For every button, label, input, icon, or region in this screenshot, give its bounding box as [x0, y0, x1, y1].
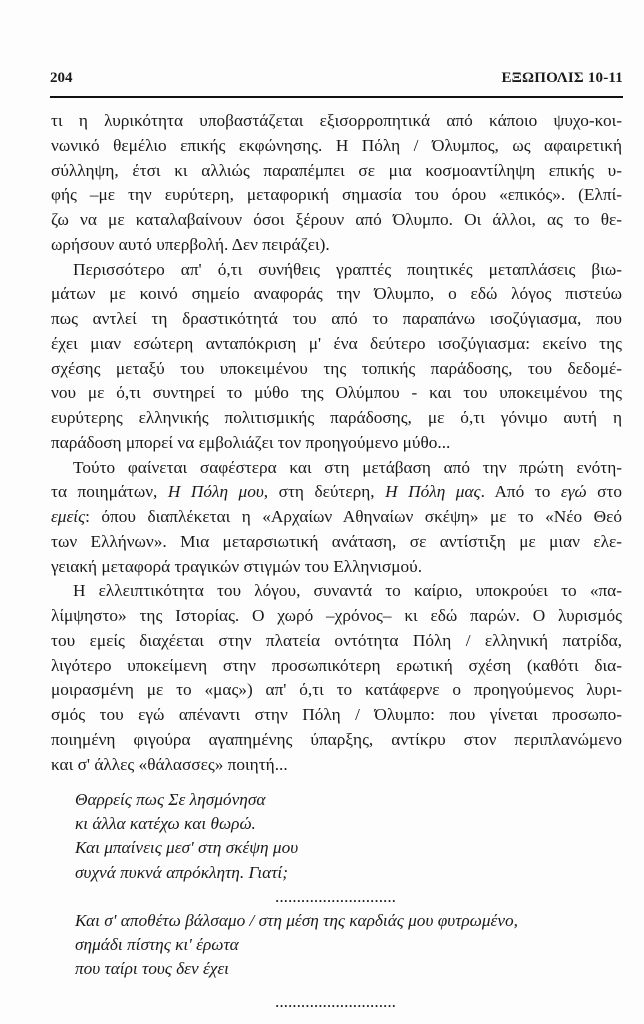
- text-line: ευρύτερης ελληνικής πολιτισμικής παράδοσης, με ό,τι γόνιμο αυτή η: [51, 408, 622, 427]
- text-line: παράδοση μπορεί να εμβολιάζει τον προηγούμενο μύθο...: [51, 432, 451, 452]
- text-line: ζω να με καταλαβαίνουν όσοι ξέρουν από Όλυμπο. Οι άλλοι, ας το θε-: [51, 210, 622, 229]
- text-line: των Ελλήνων». Μια μεταρσιωτική ανάταση, σε αντίστιξη με μιαν ελε-: [51, 531, 622, 551]
- poem-line: σημάδι πίστης κι' έρωτα: [75, 935, 239, 955]
- text-line: Περισσότερο απ' ό,τι συνήθεις γραπτές ποιητικές μεταπλάσεις βιω-: [73, 259, 622, 279]
- text-line: Η ελλειπτικότητα του λόγου, συναντά το καίριο, υποκρούει το «πα-: [73, 581, 622, 601]
- paragraph: [51, 258, 622, 456]
- text-line: νωνικό θεμέλιο επικής εκφώνησης. Η Πόλη / Όλυμπος, ως αφαιρετική: [51, 135, 622, 155]
- poem-ellipsis-separator: ............................: [275, 886, 396, 906]
- paragraph: [51, 579, 622, 777]
- text-line: και σ' άλλες «θάλασσες» ποιητή...: [51, 754, 288, 774]
- text-line: Τούτο φαίνεται σαφέστερα και στη μετάβαση από την πρώτη ενότη-: [73, 457, 622, 477]
- italic-title-text: εμείς: [51, 507, 86, 526]
- text-line: τι η λυρικότητα υποβαστάζεται εξισορροπητικά από κάποιο ψυχο-κοι-: [51, 111, 622, 130]
- text-line: γειακή μεταφορά τραγικών στιγμών του Ελληνισμού.: [51, 556, 423, 576]
- poem-line: Και σ' αποθέτω βάλσαμο / στη μέση της καρδιάς μου φυτρωμένο,: [75, 911, 518, 931]
- text-line: σύλληψη, έτσι κι αλλιώς παραπέμπει σε μια κοσμοαντίληψη επικής υ-: [51, 160, 622, 180]
- text-line: του εμείς διαχέεται στην πλατεία οντότητα Πόλη / ελληνική πατρίδα,: [51, 630, 622, 650]
- text-segment: στο: [586, 482, 623, 502]
- essay-body: [51, 109, 622, 777]
- text-segment: . Από το: [480, 482, 561, 502]
- page-number: 204: [50, 70, 73, 86]
- text-segment: , στη δεύτερη,: [263, 482, 386, 502]
- running-header: [50, 66, 623, 98]
- text-line: [51, 505, 622, 530]
- text-line: ποιημένη φιγούρα αγαπημένης ύπαρξης, αντίκρυ στον περιπλανώμενο: [51, 729, 622, 749]
- text-line: μάτων με κοινό σημείο αναφοράς την Όλυμπο, ο εδώ λόγος πιστεύω: [51, 284, 622, 304]
- text-segment: τα ποιημάτων,: [51, 482, 168, 502]
- text-segment: : όπου διαπλέκεται η «Αρχαίων Αθηναίων σκέψη» με το «Νέο Θεό: [85, 507, 622, 526]
- text-line: έχει μιαν εσώτερη ανταπόκριση μ' ένα δεύτερο ισοζύγιασμα: εκείνο της: [51, 333, 622, 353]
- poem-line: συχνά πυκνά απρόκλητη. Γιατί;: [75, 862, 288, 882]
- text-line: νου με ό,τι συντηρεί το μύθο της Ολύμπου - και του υποκειμένου της: [51, 383, 622, 403]
- text-line: σχέσης μεταξύ του υποκειμένου της τοπικής παράδοσης, του δεδομέ-: [51, 358, 622, 378]
- poem-line: κι άλλα κατέχω και θωρώ.: [75, 814, 256, 834]
- journal-title: ΕΞΩΠΟΛΙΣ 10-11: [501, 70, 623, 86]
- paragraph: [51, 109, 622, 258]
- text-line: σμός του εγώ απέναντι στην Πόλη / Όλυμπο: που γίνεται προσωπο-: [51, 705, 622, 724]
- poem-line: Θαρρείς πως Σε λησμόνησα: [75, 790, 266, 809]
- italic-title-text: εγώ: [560, 482, 587, 502]
- paragraph: [51, 456, 622, 580]
- text-line: [51, 480, 622, 505]
- italic-title-text: Η Πόλη μας: [385, 482, 481, 502]
- text-line: πως αντλεί τη δραστικότητά του από το παραπάνω ισοζύγιασμα, που: [51, 309, 622, 328]
- poem-line: Και μπαίνεις μεσ' στη σκέψη μου: [75, 838, 299, 858]
- text-line: μοιρασμένη με το «μας») απ' ό,τι το κατάφερνε ο προηγούμενος λυρι-: [51, 680, 622, 700]
- text-line: ωρήσουν αυτό υπερβολή. Δεν πειράζει).: [51, 234, 330, 254]
- poem-line: που ταίρι τους δεν έχει: [75, 959, 229, 979]
- text-line: λίμψηστο» της Ιστορίας. Ο χωρό –χρόνος– κι εδώ παρών. Ο λυρισμός: [51, 606, 622, 625]
- text-line: λιγότερο υποκείμενη στην προσωπικότερη ερωτική σχέση (καθότι δια-: [51, 655, 622, 675]
- text-line: φής –με την ευρύτερη, μεταφορική σημασία του όρου «επικός». (Ελπί-: [51, 185, 622, 205]
- poem-quote: [75, 788, 518, 1014]
- italic-title-text: Η Πόλη μου: [167, 482, 264, 502]
- poem-ellipsis-separator: ............................: [275, 991, 396, 1011]
